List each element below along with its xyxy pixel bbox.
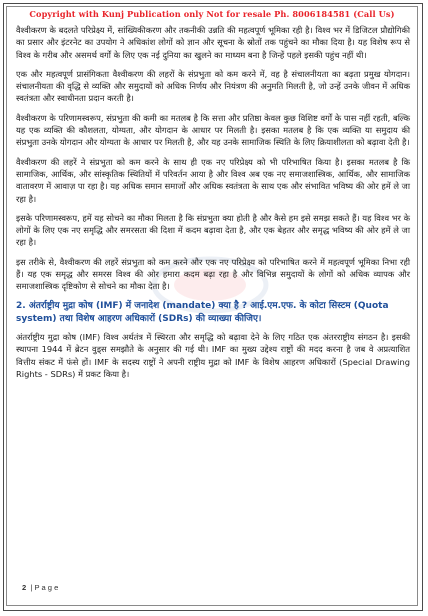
- question-heading: 2. अंतर्राष्ट्रीय मुद्रा कोष (IMF) में जनादेश (mandate) क्या है ? आई.एम.एफ. के कोटा सिस्टम (Quota system) तथा विशेष आहरण अधिकारों (SDRs) की व्याख्या कीजिए।: [16, 300, 389, 324]
- paragraph: वैश्वीकरण की लहरें ने संप्रभुता को कम करने के साथ ही एक नए परिप्रेक्ष्य को भी परिभाषित किया है। इसका मतलब है कि सामाजिक, आर्थिक, और सांस्कृतिक स्थितियों में परिवर्तन आया है और विश्व अब एक नए समाजशास्त्रिक, आर्थिक, और सामाजिक वातावरण में आवाज़ पा रहा है। यह अधिक समान समाजों और अधिक स्वतंत्रता के साथ एक और संभावित भविष्य की ओर हमें ले जा रहा है।: [16, 156, 410, 204]
- paragraph: इस तरीके से, वैश्वीकरण की लहरें संप्रभुता को कम करने और एक नए परिप्रेक्ष्य को परिभाषित करने में महत्वपूर्ण भूमिका निभा रही हैं। यह एक समृद्ध और समरस विश्व की ओर हमारा कदम बढ़ा रहा है और विभिन्न समुदायों के लोगों को अधिक व्यापक और समाजशास्त्रिक दृष्टिकोण से सोचने का मौका देता है।: [16, 256, 410, 292]
- page-label: | P a g e: [30, 583, 59, 592]
- page-number: 2: [22, 583, 27, 592]
- paragraph: वैश्वीकरण के परिणामस्वरूप, संप्रभुता की कमी का मतलब है कि सत्ता और प्रतिष्ठा केवल कुछ विशिष्ट वर्गों के पास नहीं रहती, बल्कि यह एक व्यक्ति की कौशलता, योग्यता, और योगदान के आधार पर मिलती है। इसका मतलब है कि एक व्यक्ति या समुदाय की संप्रभुता उनके योगदान और योग्यता के आधार पर मिलती है, और यह उनके सामाजिक स्थिति के लिए क्रियाशीलता को बढ़ावा देती है।: [16, 112, 410, 148]
- paragraph: इसके परिणामस्वरूप, हमें यह सोचने का मौका मिलता है कि संप्रभुता क्या होती है और कैसे हम इसे समझ सकते हैं। यह विश्व भर के लोगों के लिए एक नए समृद्धि और समरसता की दिशा में कदम बढ़ावा देता है, और एक बेहतर और समृद्ध भविष्य की ओर हमें ले जा रहा है।: [16, 212, 410, 248]
- paragraph: एक और महत्वपूर्ण प्रासंगिकता वैश्वीकरण की लहरों के संप्रभुता को कम करने में, वह है संचालनीयता का बढ़ता प्रमुख योगदान। संचालनीयता की वृद्धि से व्यक्ति और समुदायों को अधिक निर्णय और नियंत्रण की अनुमति मिलती है, जो उन्हें उनके जीवन में अधिक स्वतंत्रता और स्वाधीनता प्रदान करती है।: [16, 68, 410, 104]
- page-content: [16, 24, 410, 387]
- paragraph: वैश्वीकरण के बदलते परिप्रेक्ष्य में, सांख्यिकीकरण और तकनीकी उन्नति की महत्वपूर्ण भूमिका रही है। विश्व भर में डिजिटल प्रौद्योगिकी का प्रसार और इंटरनेट का उपयोग ने अधिकांश लोगों को ज्ञान और सूचना के स्रोतों तक पहुंचने का मौका दिया है। यह विशेष रूप से विश्व के गरीब और असमर्थ वर्गों के लिए एक नई दुनिया का खुलने का माध्यम बना है जिन्हें पहले इसकी पहुंच नहीं थी।: [16, 25, 410, 60]
- answer-paragraph: अंतर्राष्ट्रीय मुद्रा कोष (IMF) विश्व अर्थतंत्र में स्थिरता और समृद्धि को बढ़ावा देने के लिए गठित एक अंतरराष्ट्रीय संगठन है। इसकी स्थापना 1944 में ब्रेटन वुड्स समझौते के अनुसार की गई थी। IMF का मुख्य उद्देश्य राष्ट्रों की मदद करना है जब वे अप्रत्याशित वित्तीय संकट में फंसे हों। IMF के सदस्य राष्ट्रों ने अपनी राष्ट्रीय मुद्रा को IMF के विशेष आहरण अधिकारों (Special Drawing Rights - SDRs) में प्रकट किया है।: [16, 332, 410, 379]
- page-footer: [22, 583, 58, 592]
- copyright-watermark: Copyright with Kunj Publication only Not for resale Ph. 8006184581 (Call Us): [29, 9, 395, 19]
